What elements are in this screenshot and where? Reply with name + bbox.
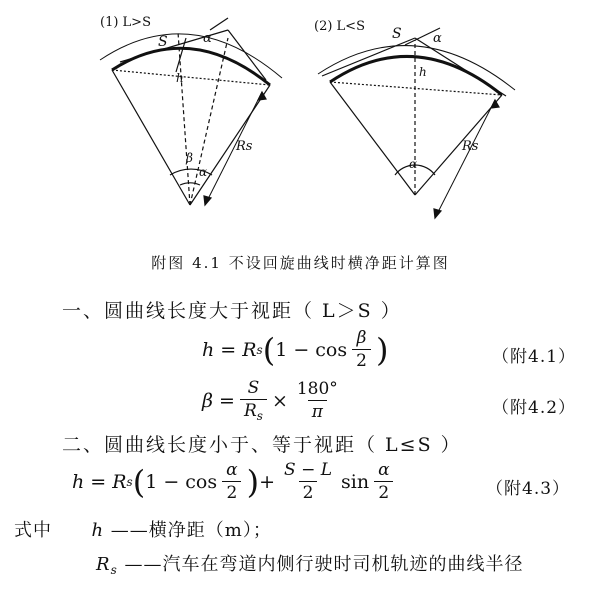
def1-text: ——横净距（m）； (110, 520, 272, 541)
diagram-right-label: (2) L<S (314, 19, 365, 34)
diagram-right-h-label: h (419, 65, 427, 79)
formula-4-1 (202, 328, 388, 371)
definition-rs (96, 550, 523, 577)
f1-lhs: h = R (202, 338, 257, 361)
f3-inner: 1 − cos (145, 470, 218, 493)
f2-den1-base: R (243, 401, 257, 421)
f3-num1: α (226, 460, 238, 480)
f3-lhs-sub: s (126, 474, 133, 489)
diagram-right-s-label: S (392, 26, 402, 42)
f3-sin: sin (341, 470, 370, 493)
def1-symbol: h (91, 520, 105, 541)
diagram-right-alpha-bottom: α (409, 157, 418, 171)
f1-open-paren: ( (262, 330, 276, 369)
sight-distance-diagrams (0, 0, 601, 250)
f1-den: 2 (352, 349, 371, 371)
f2-num1: S (247, 378, 260, 398)
f2-den2: π (308, 400, 327, 422)
eqno-4-3: （附4.3） (486, 479, 571, 499)
f3-close-paren: ) (246, 462, 260, 501)
f1-close-paren: ) (375, 330, 389, 369)
diagram-left-alpha-top: α (203, 31, 212, 46)
diagram-left-label: (1) L>S (100, 15, 151, 30)
f2-den1-sub: s (256, 409, 263, 423)
f3-fraction-2 (280, 460, 336, 503)
def2-symbol: R (96, 554, 111, 575)
f2-den1 (240, 399, 267, 423)
def2-sub: s (110, 563, 118, 577)
f3-plus: + (259, 470, 276, 493)
diagram-right-alpha-top: α (433, 31, 442, 46)
f3-lhs: h = R (72, 470, 127, 493)
diagram-left-h-label: h (176, 71, 184, 85)
f2-times: × (271, 389, 288, 412)
section1-heading: 一、圆曲线长度大于视距（ L＞S ） (62, 300, 402, 322)
definition-h (14, 516, 272, 542)
diagram-right (318, 28, 515, 218)
f3-open-paren: ( (132, 462, 146, 501)
diagram-left-beta-label: β (186, 151, 193, 165)
f3-num3: α (378, 460, 390, 480)
formula-4-2 (202, 378, 347, 423)
eqno-4-2: （附4.2） (492, 398, 577, 418)
f1-lhs-sub: s (256, 342, 263, 357)
f2-num2: 180° (296, 379, 338, 399)
f3-den3: 2 (374, 481, 393, 503)
figure-caption: 附图 4.1 不设回旋曲线时横净距计算图 (151, 254, 450, 272)
f2-fraction-1 (240, 378, 267, 423)
diagram-left-alpha-bottom: α (199, 165, 208, 179)
diagram-left-s-label: S (158, 34, 168, 50)
section2-heading: 二、圆曲线长度小于、等于视距（ L≤S ） (62, 434, 462, 456)
eqno-4-1: （附4.1） (492, 347, 577, 367)
definitions-prefix: 式中 (14, 520, 52, 541)
f1-num: β (356, 328, 367, 348)
f2-fraction-2 (293, 379, 342, 422)
formula-4-3 (72, 460, 399, 503)
def2-text: ——汽车在弯道内侧行驶时司机轨迹的曲线半径 (124, 554, 524, 575)
f3-den2: 2 (299, 481, 318, 503)
f1-inner: 1 − cos (275, 338, 348, 361)
f3-fraction-1 (222, 460, 241, 503)
f3-den1: 2 (222, 481, 241, 503)
f2-lhs: β = (202, 389, 235, 412)
f3-fraction-3 (374, 460, 393, 503)
diagram-right-radius-label: Rs (462, 139, 479, 154)
diagram-left (100, 18, 282, 205)
f1-fraction (352, 328, 371, 371)
f3-num2: S − L (284, 460, 333, 480)
diagram-left-radius-label: Rs (236, 139, 253, 154)
